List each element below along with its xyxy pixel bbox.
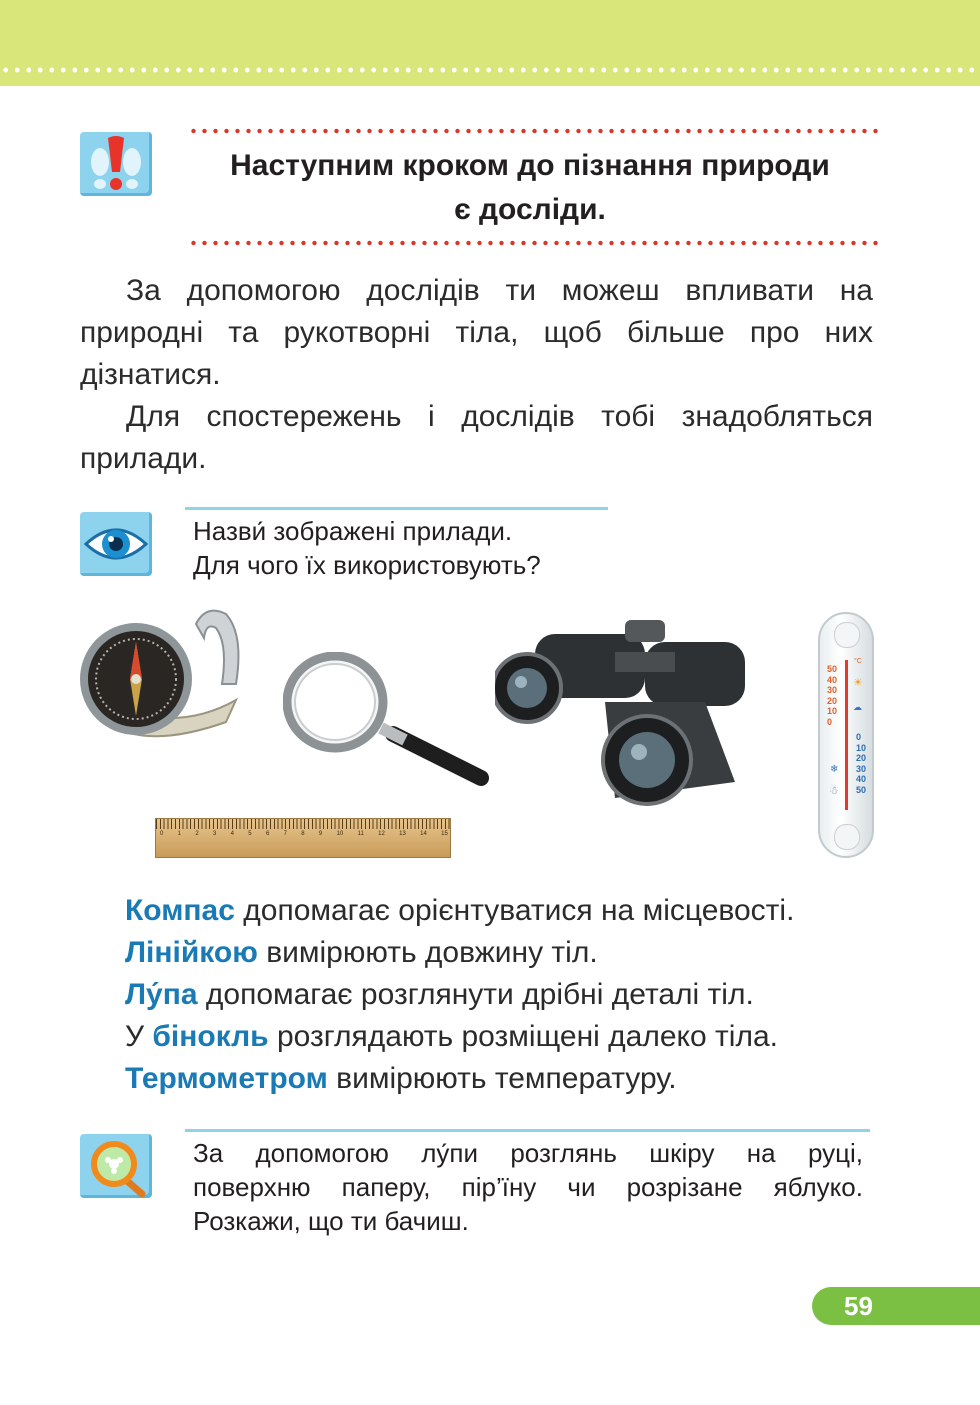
- important-statement: [180, 144, 880, 232]
- thermometer-label: 20: [827, 695, 838, 706]
- ruler-tick-label: 9: [318, 831, 323, 837]
- eye-icon: [80, 512, 152, 576]
- ruler-tick-label: 15: [441, 831, 448, 837]
- page-number: 59: [812, 1287, 980, 1325]
- definition-magnifier: [125, 974, 754, 1016]
- thermometer-label: 20: [856, 753, 867, 763]
- ruler-tick-label: 6: [265, 831, 270, 837]
- cloud-icon: ☁: [853, 702, 862, 712]
- binoculars-image: [495, 612, 767, 808]
- ruler-tick-label: 3: [212, 831, 217, 837]
- term-binoculars: бінокль: [152, 1020, 269, 1053]
- observe-task-line-1: Назви́ зображені прилади.: [193, 516, 513, 546]
- thermometer-unit: °C: [854, 658, 862, 665]
- ruler-tick-label: 7: [283, 831, 287, 837]
- ruler-tick-label: 4: [230, 831, 234, 837]
- ruler-tick-label: 1: [177, 831, 181, 837]
- snowflake-icon: ❄: [830, 764, 839, 775]
- ruler-tick-label: 14: [420, 831, 427, 837]
- thermometer-left-scale: [827, 664, 837, 727]
- thermometer-column: [845, 660, 848, 810]
- ruler-tick-label: 11: [357, 831, 364, 837]
- definition-text: вимірюють температуру.: [327, 1062, 677, 1095]
- ruler-ticks: [156, 819, 450, 829]
- observe-task-line: [185, 507, 608, 510]
- definition-binoculars: [125, 1016, 778, 1058]
- important-line-2: є досліди.: [454, 193, 606, 226]
- magnifier-image: [283, 652, 493, 787]
- thermometer-suction-bottom: [834, 824, 860, 850]
- thermometer-label: 0: [827, 716, 833, 727]
- thermometer-image: [818, 612, 874, 858]
- ruler-tick-label: 0: [160, 831, 164, 837]
- thermometer-label: 40: [856, 774, 867, 784]
- top-dotted-border: [0, 66, 980, 74]
- ruler-numbers: [160, 831, 448, 837]
- paragraph-experiments: За допомогою дослідів ти можеш впливати на природні та рукотворні тіла, щоб більше про них дізнатися.: [80, 274, 873, 391]
- thermometer-label: 0: [856, 732, 862, 742]
- magnifier-icon: [80, 1134, 152, 1198]
- observe-task: [193, 514, 541, 582]
- definition-ruler: [125, 932, 598, 974]
- exclamation-icon: [80, 132, 152, 196]
- thermometer-label: 40: [827, 674, 838, 685]
- observe-task-line-2: Для чого їх використовують?: [193, 550, 541, 580]
- important-top-dots: [188, 128, 878, 134]
- thermometer-label: 30: [856, 763, 867, 774]
- magnifier-task: [193, 1136, 863, 1238]
- term-magnifier: Лу́па: [125, 978, 198, 1011]
- snowman-icon: ☃: [829, 785, 839, 797]
- thermometer-label: 50: [827, 664, 838, 674]
- definition-compass: [125, 890, 794, 932]
- definition-text: допомагає орієнтуватися на місцевості.: [234, 894, 795, 927]
- important-line-1: Наступним кроком до пізнання природи: [230, 149, 830, 182]
- ruler-image: [155, 818, 451, 858]
- important-bottom-dots: [188, 240, 878, 246]
- thermometer-label: 10: [827, 706, 838, 716]
- term-thermometer: Термометром: [125, 1062, 328, 1095]
- term-ruler: Лінійкою: [125, 936, 258, 969]
- paragraph-instruments: Для спостережень і дослідів тобі знадобляться прилади.: [80, 400, 873, 475]
- thermometer-suction-top: [834, 622, 860, 648]
- magnifier-task-line: [185, 1129, 870, 1132]
- sun-icon: ☀: [853, 677, 863, 689]
- definition-text: розглядають розміщені далеко тіла.: [268, 1020, 778, 1053]
- thermometer-label: 50: [856, 784, 867, 795]
- magnifier-task-line-2: поверхню паперу, пір’їну чи розрізане яблуко.: [193, 1172, 863, 1202]
- thermometer-label: 30: [827, 685, 838, 695]
- compass-image: [76, 604, 248, 754]
- definition-text: вимірюють довжину тіл.: [257, 936, 598, 969]
- term-compass: Компас: [125, 894, 235, 927]
- ruler-tick-label: 8: [301, 831, 305, 837]
- ruler-tick-label: 12: [378, 831, 385, 837]
- definition-prefix: У: [125, 1020, 153, 1053]
- ruler-tick-label: 2: [195, 831, 199, 837]
- ruler-tick-label: 5: [248, 831, 252, 837]
- thermometer-label: 10: [856, 742, 867, 753]
- magnifier-task-line-3: Розкажи, що ти бачиш.: [193, 1206, 469, 1236]
- magnifier-task-line-1: За допомогою лу́пи розглянь шкіру на руці,: [193, 1138, 863, 1168]
- definition-text: допомагає розглянути дрібні деталі тіл.: [197, 978, 754, 1011]
- thermometer-right-scale: [856, 732, 866, 795]
- ruler-tick-label: 13: [399, 831, 406, 837]
- definition-thermometer: [125, 1058, 677, 1100]
- ruler-tick-label: 10: [336, 831, 344, 837]
